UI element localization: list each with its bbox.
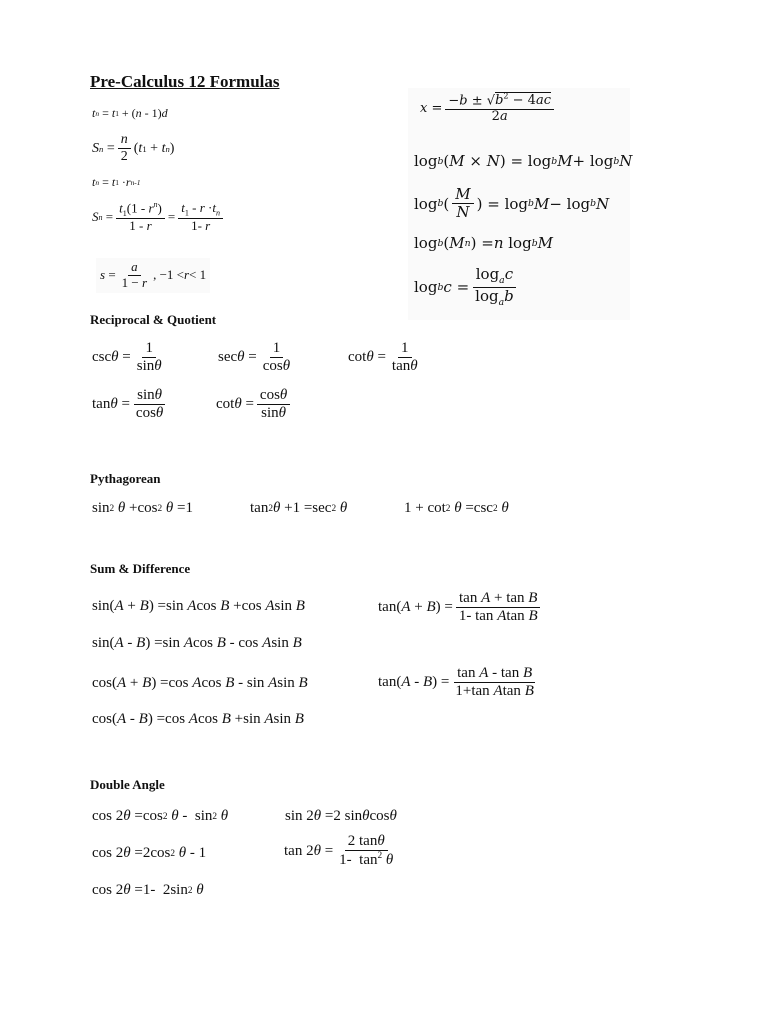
quadratic-formula: x = $\frac{-b \pm √b^2 - 4ac}{2a}$ (420, 92, 557, 125)
tan-sum-identity: tan( A + B ) = $\frac{\text{tan A + tan B}}{\text{1- tan Atan B}}$ (378, 590, 544, 626)
arithmetic-nth-term: t n = t 1 + ( n - 1) d (92, 106, 168, 120)
pythagorean-identity-1: sin 2 θ +cos 2 θ =1 (92, 500, 194, 516)
infinite-series-sum: s = $\frac{a}{1 - r}$ , −1 < r < 1 (96, 258, 210, 293)
geometric-series-sum: S n = $\frac{t_1(1 - r^n)}{1 - r}$ = $\frac{t_1 - r \cdot t_n}{1- r}$ (92, 200, 226, 234)
tan-quotient-identity: tan θ = $\frac{\sin\theta}{\cos\theta}$ (92, 387, 164, 422)
cot-reciprocal-identity: cot θ = $\frac{1}{\tan\theta}$ (348, 340, 418, 375)
log-quotient-rule: log b ( $\frac{M}{N}$ ) = log b M − log b N (414, 185, 610, 222)
sin-difference-identity: sin( A - B ) =sin A cos B - cos A sin B (92, 635, 302, 651)
cos-double-angle-3: cos 2 θ =1- 2sin 2 θ (92, 882, 204, 898)
geometric-nth-term: t n = t 1 · r n-1 (92, 175, 141, 189)
cos-sum-identity: cos( A + B ) =cos A cos B - sin A sin B (92, 675, 308, 691)
log-power-rule: log b ( M n ) = n log b M (414, 234, 553, 252)
section-heading-reciprocal: Reciprocal & Quotient (90, 312, 217, 327)
cos-difference-identity: cos( A - B ) =cos A cos B +sin A sin B (92, 711, 304, 727)
log-change-of-base: log b c = $\frac{\log_ac}{\log_ab}$ (414, 266, 520, 308)
pythagorean-identity-2: tan 2 θ +1 =sec 2 θ (250, 500, 348, 516)
arithmetic-series-sum: S n = $\frac{n}{2}$ ( t 1 + t n ) (92, 132, 175, 165)
csc-identity: csc θ = $\frac{1}{\sin\theta}$ (92, 340, 162, 375)
sin-double-angle: sin 2 θ =2 sin θ cos θ (285, 808, 397, 824)
sec-identity: sec θ = $\frac{1}{\cos\theta}$ (218, 340, 291, 375)
section-heading-double-angle: Double Angle (90, 777, 165, 792)
log-product-rule: log b ( M × N ) = log b M + log b N (414, 152, 633, 170)
tan-difference-identity: tan( A - B ) = $\frac{\text{tan A - tan B}}{\text{1+tan Atan B}}$ (378, 665, 534, 700)
sin-sum-identity: sin( A + B ) =sin A cos B +cos A sin B (92, 598, 305, 614)
cot-quotient-identity: cot θ = $\frac{\cos\theta}{\sin\theta}$ (216, 387, 293, 423)
page-title: Pre-Calculus 12 Formulas (90, 72, 280, 91)
cos-double-angle-2: cos 2 θ =2cos 2 θ - 1 (92, 845, 207, 861)
cos-double-angle-1: cos 2 θ =cos 2 θ - sin 2 θ (92, 808, 229, 824)
tan-double-angle: tan 2 θ = $\frac{2 \tan\theta}{1- \tan^2 \theta}$ (284, 833, 394, 869)
pythagorean-identity-3: 1 + cot 2 θ =csc 2 θ (404, 500, 509, 516)
section-heading-sum-difference: Sum & Difference (90, 561, 191, 576)
section-heading-pythagorean: Pythagorean (90, 471, 161, 486)
